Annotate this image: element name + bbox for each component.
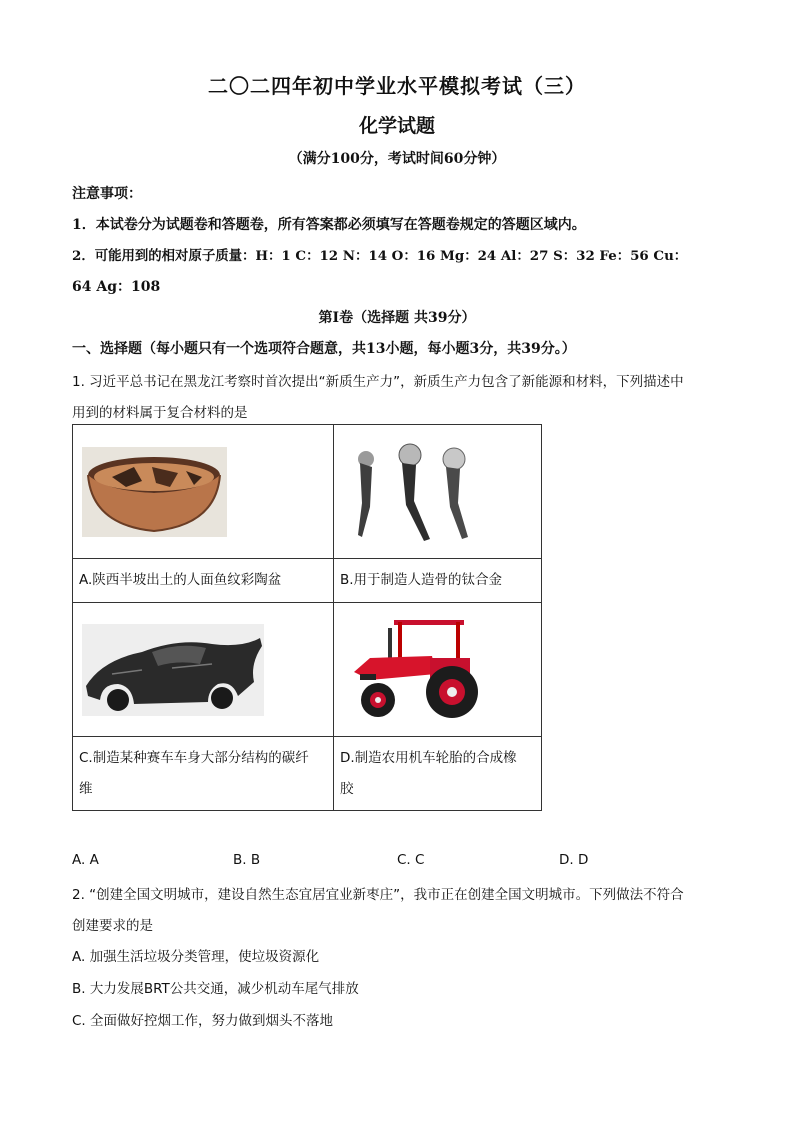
q1-choice-c[interactable]: C. C [397, 852, 425, 868]
q1-options-table [72, 424, 542, 811]
titanium-hip-implant-image [344, 437, 474, 547]
q1-choice-d[interactable]: D. D [559, 852, 589, 868]
q1-caption-d-line-1: D.制造农用机车轮胎的合成橡 [340, 749, 517, 766]
q1-caption-c-line-2: 维 [79, 780, 93, 797]
q2-option-c[interactable]: C. 全面做好控烟工作，努力做到烟头不落地 [72, 1013, 334, 1029]
subject-title: 化学试题 [358, 115, 435, 137]
carbon-fiber-car-body-image [82, 624, 264, 716]
q1-stem-line-1: 1. 习近平总书记在黑龙江考察时首次提出“新质生产力”，新质生产力包含了新能源和材料，下列描述中 [72, 374, 684, 390]
notes-item-1: 1．本试卷分为试题卷和答题卷，所有答案都必须填写在答题卷规定的答题区域内。 [72, 217, 586, 233]
exam-info: （满分100分，考试时间60分钟） [288, 151, 506, 167]
q1-caption-c-line-1: C.制造某种赛车车身大部分结构的碳纤 [79, 749, 309, 766]
q2-option-a[interactable]: A. 加强生活垃圾分类管理，使垃圾资源化 [72, 949, 320, 965]
q2-stem-line-2: 创建要求的是 [72, 918, 153, 934]
volume-title: 第Ⅰ卷（选择题 共39分） [318, 310, 476, 326]
q1-caption-b: B.用于制造人造骨的钛合金 [334, 559, 542, 603]
q1-image-cell-b [334, 425, 542, 559]
q1-image-cell-d [334, 603, 542, 737]
q2-stem-line-1: 2. “创建全国文明城市，建设自然生态宜居宜业新枣庄”，我市正在创建全国文明城市。下列做法不符合 [72, 887, 684, 903]
red-tractor-image [340, 614, 490, 726]
q2-option-b[interactable]: B. 大力发展BRT公共交通，减少机动车尾气排放 [72, 981, 359, 997]
q1-choice-b[interactable]: B. B [233, 852, 261, 868]
q1-choice-a[interactable]: A. A [72, 852, 99, 868]
notes-heading: 注意事项： [72, 186, 142, 202]
notes-item-2-line-1: 2．可能用到的相对原子质量：H：1 C：12 N：14 O：16 Mg：24 Al：27 S：32 Fe：56 Cu： [72, 248, 688, 264]
pottery-bowl-image [82, 447, 227, 537]
q1-caption-a: A.陕西半坡出土的人面鱼纹彩陶盆 [73, 559, 334, 603]
exam-title: 二〇二四年初中学业水平模拟考试（三） [208, 74, 586, 98]
q1-caption-d [334, 737, 542, 811]
q1-stem-line-2: 用到的材料属于复合材料的是 [72, 405, 248, 421]
q1-image-cell-a [73, 425, 334, 559]
q1-caption-c [73, 737, 334, 811]
q1-image-cell-c [73, 603, 334, 737]
part-title: 一、选择题（每小题只有一个选项符合题意，共13小题，每小题3分，共39分。） [72, 341, 576, 357]
notes-item-2-line-2: 64 Ag：108 [72, 279, 161, 295]
q1-caption-d-line-2: 胶 [340, 780, 354, 797]
